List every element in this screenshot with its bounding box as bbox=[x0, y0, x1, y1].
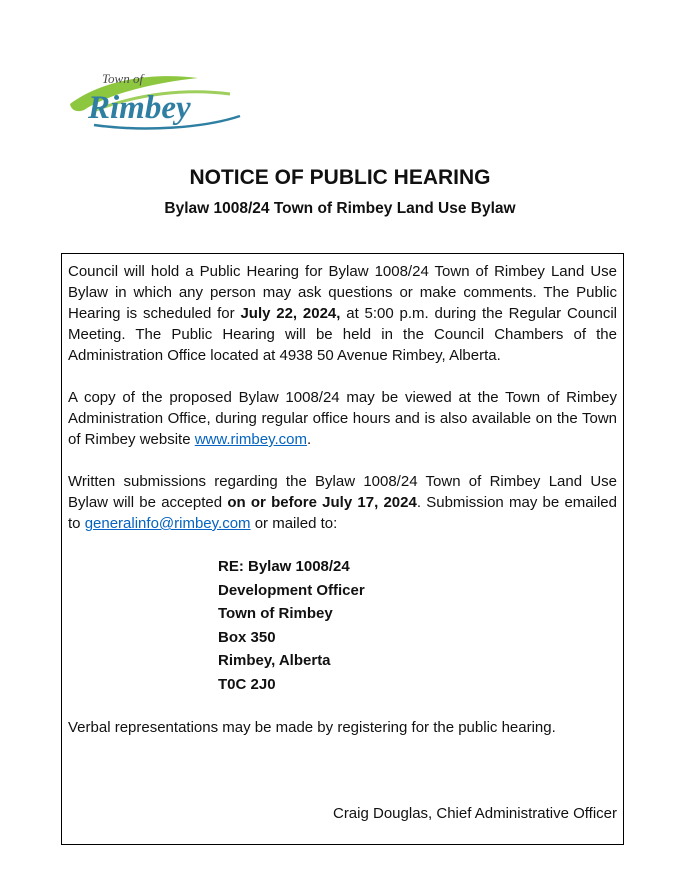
paragraph-bylaw-copy bbox=[68, 387, 617, 450]
address-line-postal: T0C 2J0 bbox=[218, 675, 276, 693]
p2-text-1: A copy of the proposed Bylaw 1008/24 may be viewed at the Town of Rimbey Administration Office, during regular office hours and is also available on the Town of Rimbey website bbox=[68, 389, 617, 448]
p3-deadline-date: on or before July 17, 2024 bbox=[227, 494, 417, 511]
address-line-box: Box 350 bbox=[218, 628, 276, 646]
p1-text-1: Council will hold a Public Hearing for Bylaw 1008/24 Town of Rimbey Land Use Bylaw in which any person may ask questions or make comments. The Public Hearing is scheduled for bbox=[68, 263, 617, 322]
notice-body-box bbox=[61, 253, 624, 845]
address-line-re: RE: Bylaw 1008/24 bbox=[218, 558, 350, 575]
page-subtitle: Bylaw 1008/24 Town of Rimbey Land Use Bylaw bbox=[164, 200, 516, 217]
paragraph-written-submissions bbox=[68, 471, 617, 534]
p1-hearing-date: July 22, 2024, bbox=[240, 305, 341, 322]
p3-text-1: Written submissions regarding the Bylaw 1008/24 Town of Rimbey Land Use Bylaw will be accepted bbox=[68, 473, 617, 511]
page-title: NOTICE OF PUBLIC HEARING bbox=[189, 166, 491, 189]
logo-town-of-text: Town of bbox=[102, 71, 144, 86]
p1-text-2: at 5:00 p.m. during the Regular Council Meeting. The Public Hearing will be held in the Council Chambers of the Administration Office located at 4938 50 Avenue Rimbey, Alberta. bbox=[68, 305, 617, 364]
town-of-rimbey-logo bbox=[66, 68, 266, 134]
p2-text-2: . bbox=[306, 431, 312, 448]
p3-text-2: . Submission may be emailed to bbox=[68, 494, 617, 532]
address-line-officer: Development Officer bbox=[218, 581, 365, 599]
signature-line: Craig Douglas, Chief Administrative Officer bbox=[332, 805, 617, 822]
p3-text-3: or mailed to: bbox=[250, 515, 338, 532]
website-link[interactable]: www.rimbey.com bbox=[194, 431, 307, 448]
logo-rimbey-text: Rimbey bbox=[88, 90, 191, 126]
mailing-address-block bbox=[218, 555, 617, 696]
address-line-town: Town of Rimbey bbox=[218, 605, 333, 622]
paragraph-verbal-representations: Verbal representations may be made by registering for the public hearing. bbox=[68, 719, 556, 736]
address-line-city: Rimbey, Alberta bbox=[218, 652, 331, 669]
email-link[interactable]: generalinfo@rimbey.com bbox=[84, 515, 251, 532]
paragraph-hearing-details bbox=[68, 261, 617, 366]
